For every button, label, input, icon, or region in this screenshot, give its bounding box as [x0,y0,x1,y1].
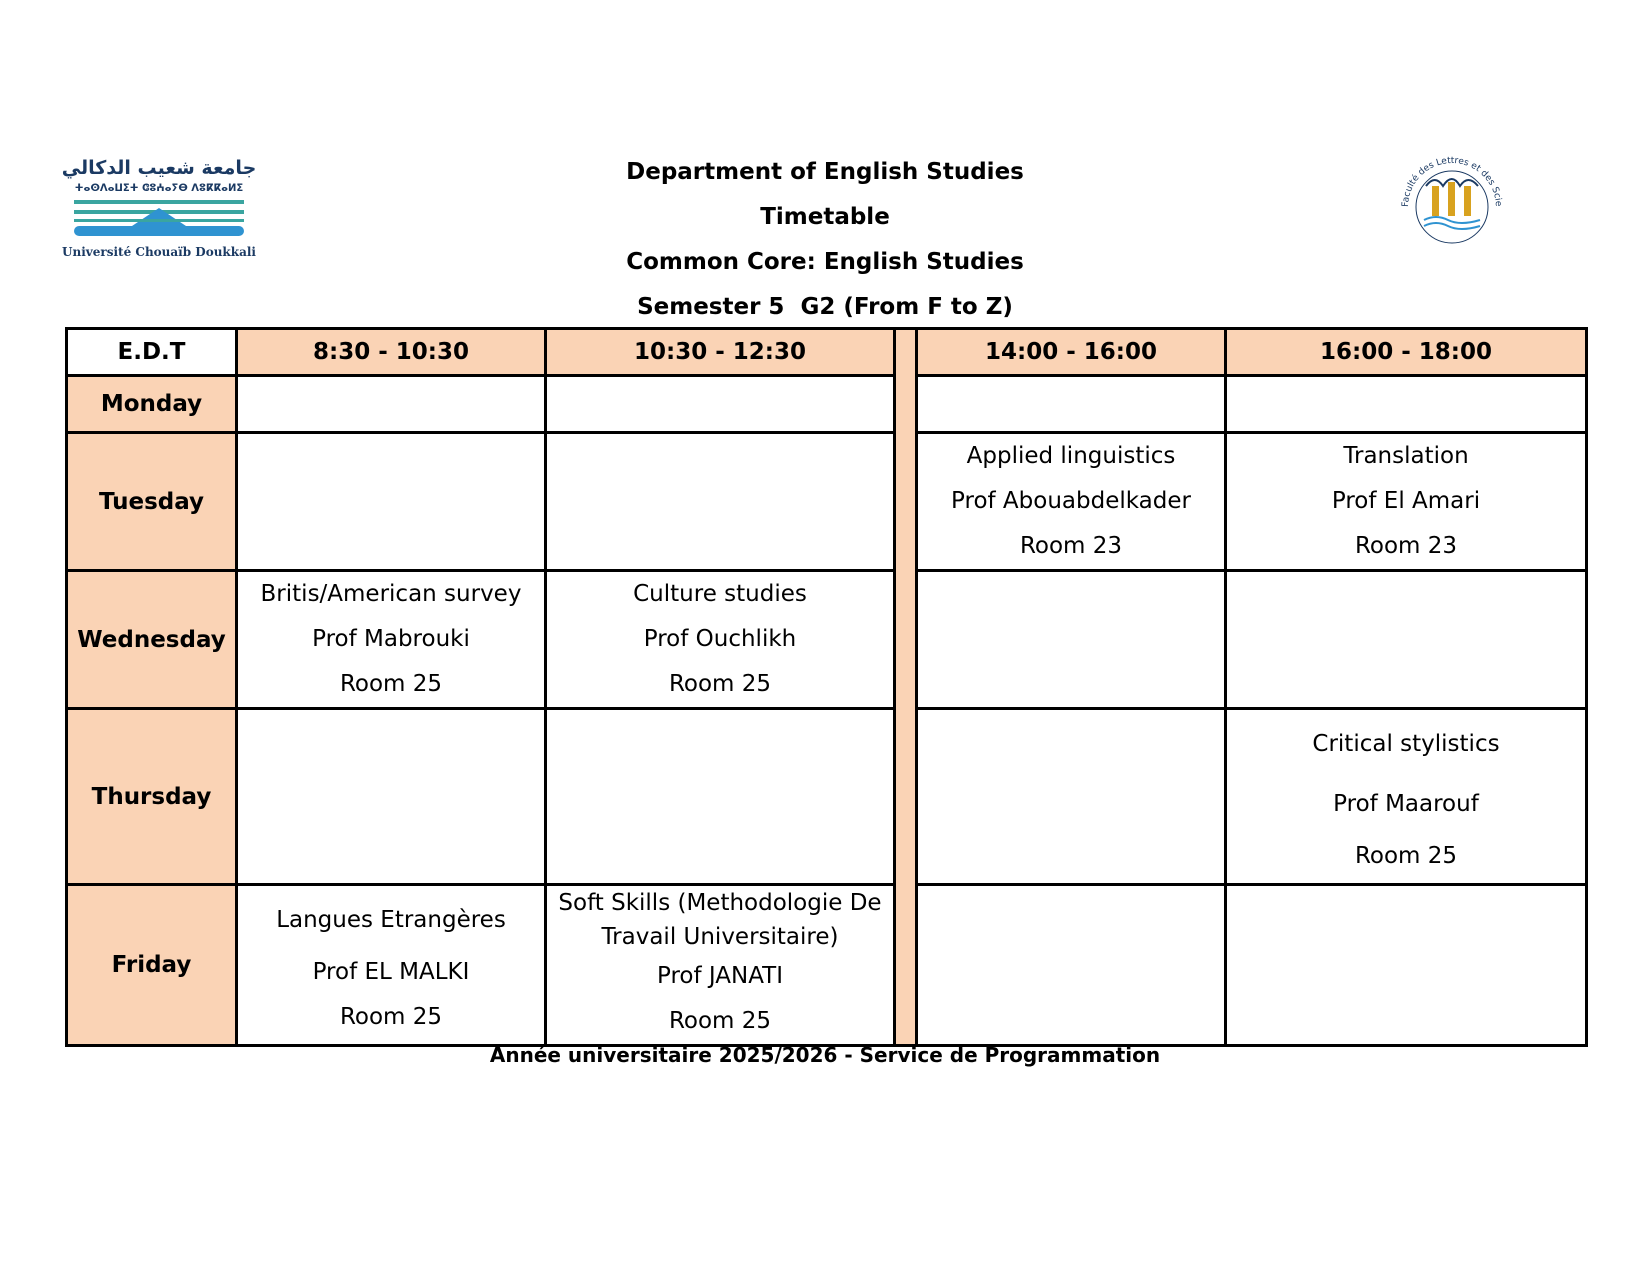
logo-tifinagh-text: ⵜⴰⵙⴷⴰⵡⵉⵜ ⵛⵓⵄⴰⵢⴱ ⴷⵓⴽⴽⴰⵍⵉ [74,183,244,194]
course-name: Langues Etrangères [276,907,506,933]
professor: Prof Ouchlikh [643,626,797,652]
professor: Prof Mabrouki [312,626,470,652]
table-row [67,571,1587,709]
empty-cell [237,433,546,571]
timetable [65,327,1588,1047]
day-label: Monday [67,376,237,433]
logo-faculty-text: Faculté des Lettres et des Scie [1400,155,1504,208]
class-cell [546,571,895,709]
course-name: Soft Skills (Methodologie De [558,890,882,916]
day-label: Thursday [67,709,237,885]
empty-cell [1226,376,1587,433]
slot-header: 14:00 - 16:00 [917,329,1226,376]
empty-cell [546,433,895,571]
class-cell [237,571,546,709]
day-label: Friday [67,885,237,1046]
class-cell [546,885,895,1046]
empty-cell [917,885,1226,1046]
empty-cell [237,376,546,433]
class-cell [917,433,1226,571]
room: Room 25 [668,671,772,697]
course-name-continued: Travail Universitaire) [601,924,839,950]
room: Room 25 [668,1008,772,1034]
slot-header: 16:00 - 18:00 [1226,329,1587,376]
room: Room 25 [339,1004,443,1030]
header-row [67,329,1587,376]
room: Room 25 [339,671,443,697]
logo-arabic-text: جامعة شعيب الدكالي [61,157,257,179]
semester-group: Semester 5 G2 (From F to Z) [637,294,1013,320]
table-row [67,376,1587,433]
slot-header: 8:30 - 10:30 [237,329,546,376]
empty-cell [917,709,1226,885]
table-row [67,885,1587,1046]
course-name: Critical stylistics [1312,731,1500,757]
class-cell [1226,433,1587,571]
day-label: Tuesday [67,433,237,571]
table-row [67,433,1587,571]
empty-cell [1226,571,1587,709]
program-name: Common Core: English Studies [626,249,1024,275]
logo-latin-text: Université Chouaïb Doukkali [62,245,256,259]
room: Room 23 [1019,533,1123,559]
course-name: Translation [1343,443,1469,469]
professor: Prof Abouabdelkader [951,488,1191,514]
professor: Prof JANATI [657,963,783,989]
corner-label: E.D.T [67,329,237,376]
professor: Prof El Amari [1331,488,1481,514]
empty-cell [237,709,546,885]
class-cell [1226,709,1587,885]
room: Room 23 [1354,533,1458,559]
professor: Prof Maarouf [1333,791,1479,817]
course-name: Culture studies [633,581,807,607]
empty-cell [917,376,1226,433]
day-label: Wednesday [67,571,237,709]
course-name: Britis/American survey [260,581,522,607]
empty-cell [546,709,895,885]
room: Room 25 [1354,843,1458,869]
document-type: Timetable [760,204,890,230]
empty-cell [917,571,1226,709]
footer-note: Année universitaire 2025/2026 - Service de Programmation [489,1043,1161,1067]
slot-header: 10:30 - 12:30 [546,329,895,376]
department-title: Department of English Studies [626,159,1024,185]
class-cell [237,885,546,1046]
course-name: Applied linguistics [966,443,1176,469]
table-row [67,709,1587,885]
title-block [0,150,1650,330]
empty-cell [546,376,895,433]
professor: Prof EL MALKI [312,959,470,985]
empty-cell [1226,885,1587,1046]
lunch-break-column [895,329,917,1046]
